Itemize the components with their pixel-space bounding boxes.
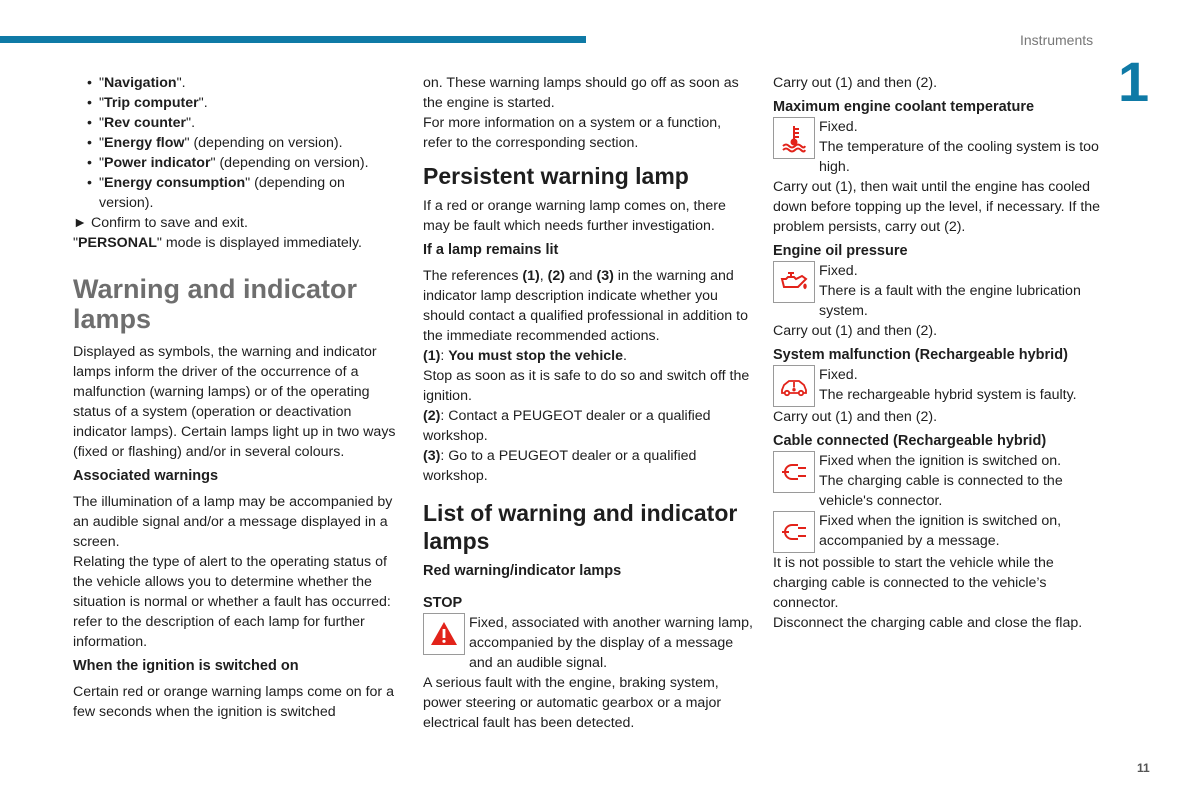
- paragraph: The illumination of a lamp may be accompanied by an audible signal and/or a message displayed in a screen.: [73, 494, 393, 550]
- lamp-description: Fixed when the ignition is switched on, accompanied by a message.: [819, 513, 1062, 549]
- references-paragraph: The references (1), (2) and (3) in the warning and indicator lamp description indicate whether you should contact a qualified professional in addition to the immediate recommended actions.: [423, 268, 748, 344]
- paragraph: Carry out (1) and then (2).: [773, 75, 938, 91]
- display-mode-list: [87, 73, 403, 213]
- lamp-entry-coolant: [773, 117, 1108, 177]
- paragraph: Carry out (1) and then (2).: [773, 409, 938, 425]
- paragraph: on. These warning lamps should go off as soon as the engine is started.: [423, 75, 739, 111]
- personal-mode-note: "PERSONAL" mode is displayed immediately.: [73, 235, 362, 251]
- lamp-description: Fixed, associated with another warning lamp, accompanied by the display of a message and an audible signal.: [469, 615, 753, 671]
- column-3: [773, 73, 1108, 633]
- list-item: • "Energy flow" (depending on version).: [87, 133, 403, 153]
- lamp-description: The charging cable is connected to the vehicle's connector.: [819, 473, 1063, 509]
- lamp-description: There is a fault with the engine lubrication system.: [819, 283, 1081, 319]
- paragraph: For more information on a system or a function, refer to the corresponding section.: [423, 115, 722, 151]
- stop-warning-triangle-icon: [423, 613, 465, 655]
- paragraph: Carry out (1), then wait until the engine has cooled down before topping up the level, if necessary. If the problem persists, carry out (2).: [773, 179, 1101, 235]
- lamp-entry-cable-2: [773, 511, 1108, 553]
- reference-2: (2): Contact a PEUGEOT dealer or a qualified workshop.: [423, 408, 711, 444]
- lamp-entry-system: [773, 365, 1108, 407]
- charging-plug-icon: [773, 511, 815, 553]
- section-heading-warning-lamps: Warning and indicator lamps: [73, 274, 358, 334]
- intro-paragraph: Displayed as symbols, the warning and indicator lamps inform the driver of the occurrence of a malfunction (warning lamps) or of the operating status of a system (operation or deactivation indicator lamps). Certain lamps light up in two ways (fixed or flashing) and/or in several colours.: [73, 344, 396, 460]
- paragraph: Certain red or orange warning lamps come on for a few seconds when the ignition is switched: [73, 684, 394, 720]
- header-accent-bar: [0, 36, 586, 43]
- page-number: 11: [1137, 761, 1150, 775]
- paragraph: Relating the type of alert to the operating status of the vehicle allows you to determine whether the situation is normal or whether a fault has occurred: refer to the description of each lamp for further information.: [73, 554, 391, 650]
- heading-persistent-warning-lamp: Persistent warning lamp: [423, 163, 689, 189]
- lamp-title-cable-connected: Cable connected (Rechargeable hybrid): [773, 433, 1047, 449]
- lamp-entry-stop: [423, 613, 753, 673]
- list-item: • "Navigation".: [87, 73, 403, 93]
- paragraph: It is not possible to start the vehicle while the charging cable is connected to the vehicle’s connector.: [773, 555, 1054, 611]
- heading-list-of-lamps: List of warning and indicator lamps: [423, 500, 738, 554]
- column-2: [423, 73, 753, 733]
- lamp-status: Fixed.: [819, 263, 858, 279]
- coolant-temperature-icon: [773, 117, 815, 159]
- chapter-number: 1: [1118, 50, 1150, 113]
- paragraph: A serious fault with the engine, braking system, power steering or automatic gearbox or a major electrical fault has been detected.: [423, 675, 722, 731]
- reference-1: (1): You must stop the vehicle.: [423, 348, 627, 364]
- lamp-entry-cable-1: [773, 451, 1108, 511]
- charging-plug-icon: [773, 451, 815, 493]
- lamp-status: Fixed.: [819, 119, 858, 135]
- confirm-step: ► Confirm to save and exit.: [73, 215, 248, 231]
- section-title: Instruments: [1020, 32, 1094, 48]
- lamp-status: Fixed.: [819, 367, 858, 383]
- subheading-red-lamps: Red warning/indicator lamps: [423, 563, 622, 579]
- list-item: • "Power indicator" (depending on version).: [87, 153, 403, 173]
- subheading-associated-warnings: Associated warnings: [73, 468, 219, 484]
- list-item: • "Rev counter".: [87, 113, 403, 133]
- reference-3: (3): Go to a PEUGEOT dealer or a qualified workshop.: [423, 448, 697, 484]
- paragraph: Disconnect the charging cable and close the flap.: [773, 615, 1083, 631]
- column-1: [73, 73, 403, 722]
- lamp-title-oil-pressure: Engine oil pressure: [773, 243, 908, 259]
- paragraph: If a red or orange warning lamp comes on, there may be fault which needs further investigation.: [423, 198, 726, 234]
- lamp-description: Fixed when the ignition is switched on.: [819, 453, 1062, 469]
- paragraph: Carry out (1) and then (2).: [773, 323, 938, 339]
- subheading-lamp-remains-lit: If a lamp remains lit: [423, 242, 559, 258]
- paragraph: Stop as soon as it is safe to do so and switch off the ignition.: [423, 368, 750, 404]
- lamp-description: The rechargeable hybrid system is faulty.: [819, 387, 1077, 403]
- subheading-ignition: When the ignition is switched on: [73, 658, 299, 674]
- lamp-title-system-malfunction: System malfunction (Rechargeable hybrid): [773, 347, 1068, 363]
- lamp-title-stop: STOP: [423, 595, 463, 611]
- list-item: • "Trip computer".: [87, 93, 403, 113]
- oil-pressure-icon: [773, 261, 815, 303]
- list-item: • "Energy consumption" (depending on version).: [87, 173, 403, 213]
- hybrid-system-fault-icon: [773, 365, 815, 407]
- lamp-entry-oil: [773, 261, 1108, 321]
- lamp-description: The temperature of the cooling system is too high.: [819, 139, 1099, 175]
- lamp-title-coolant: Maximum engine coolant temperature: [773, 99, 1035, 115]
